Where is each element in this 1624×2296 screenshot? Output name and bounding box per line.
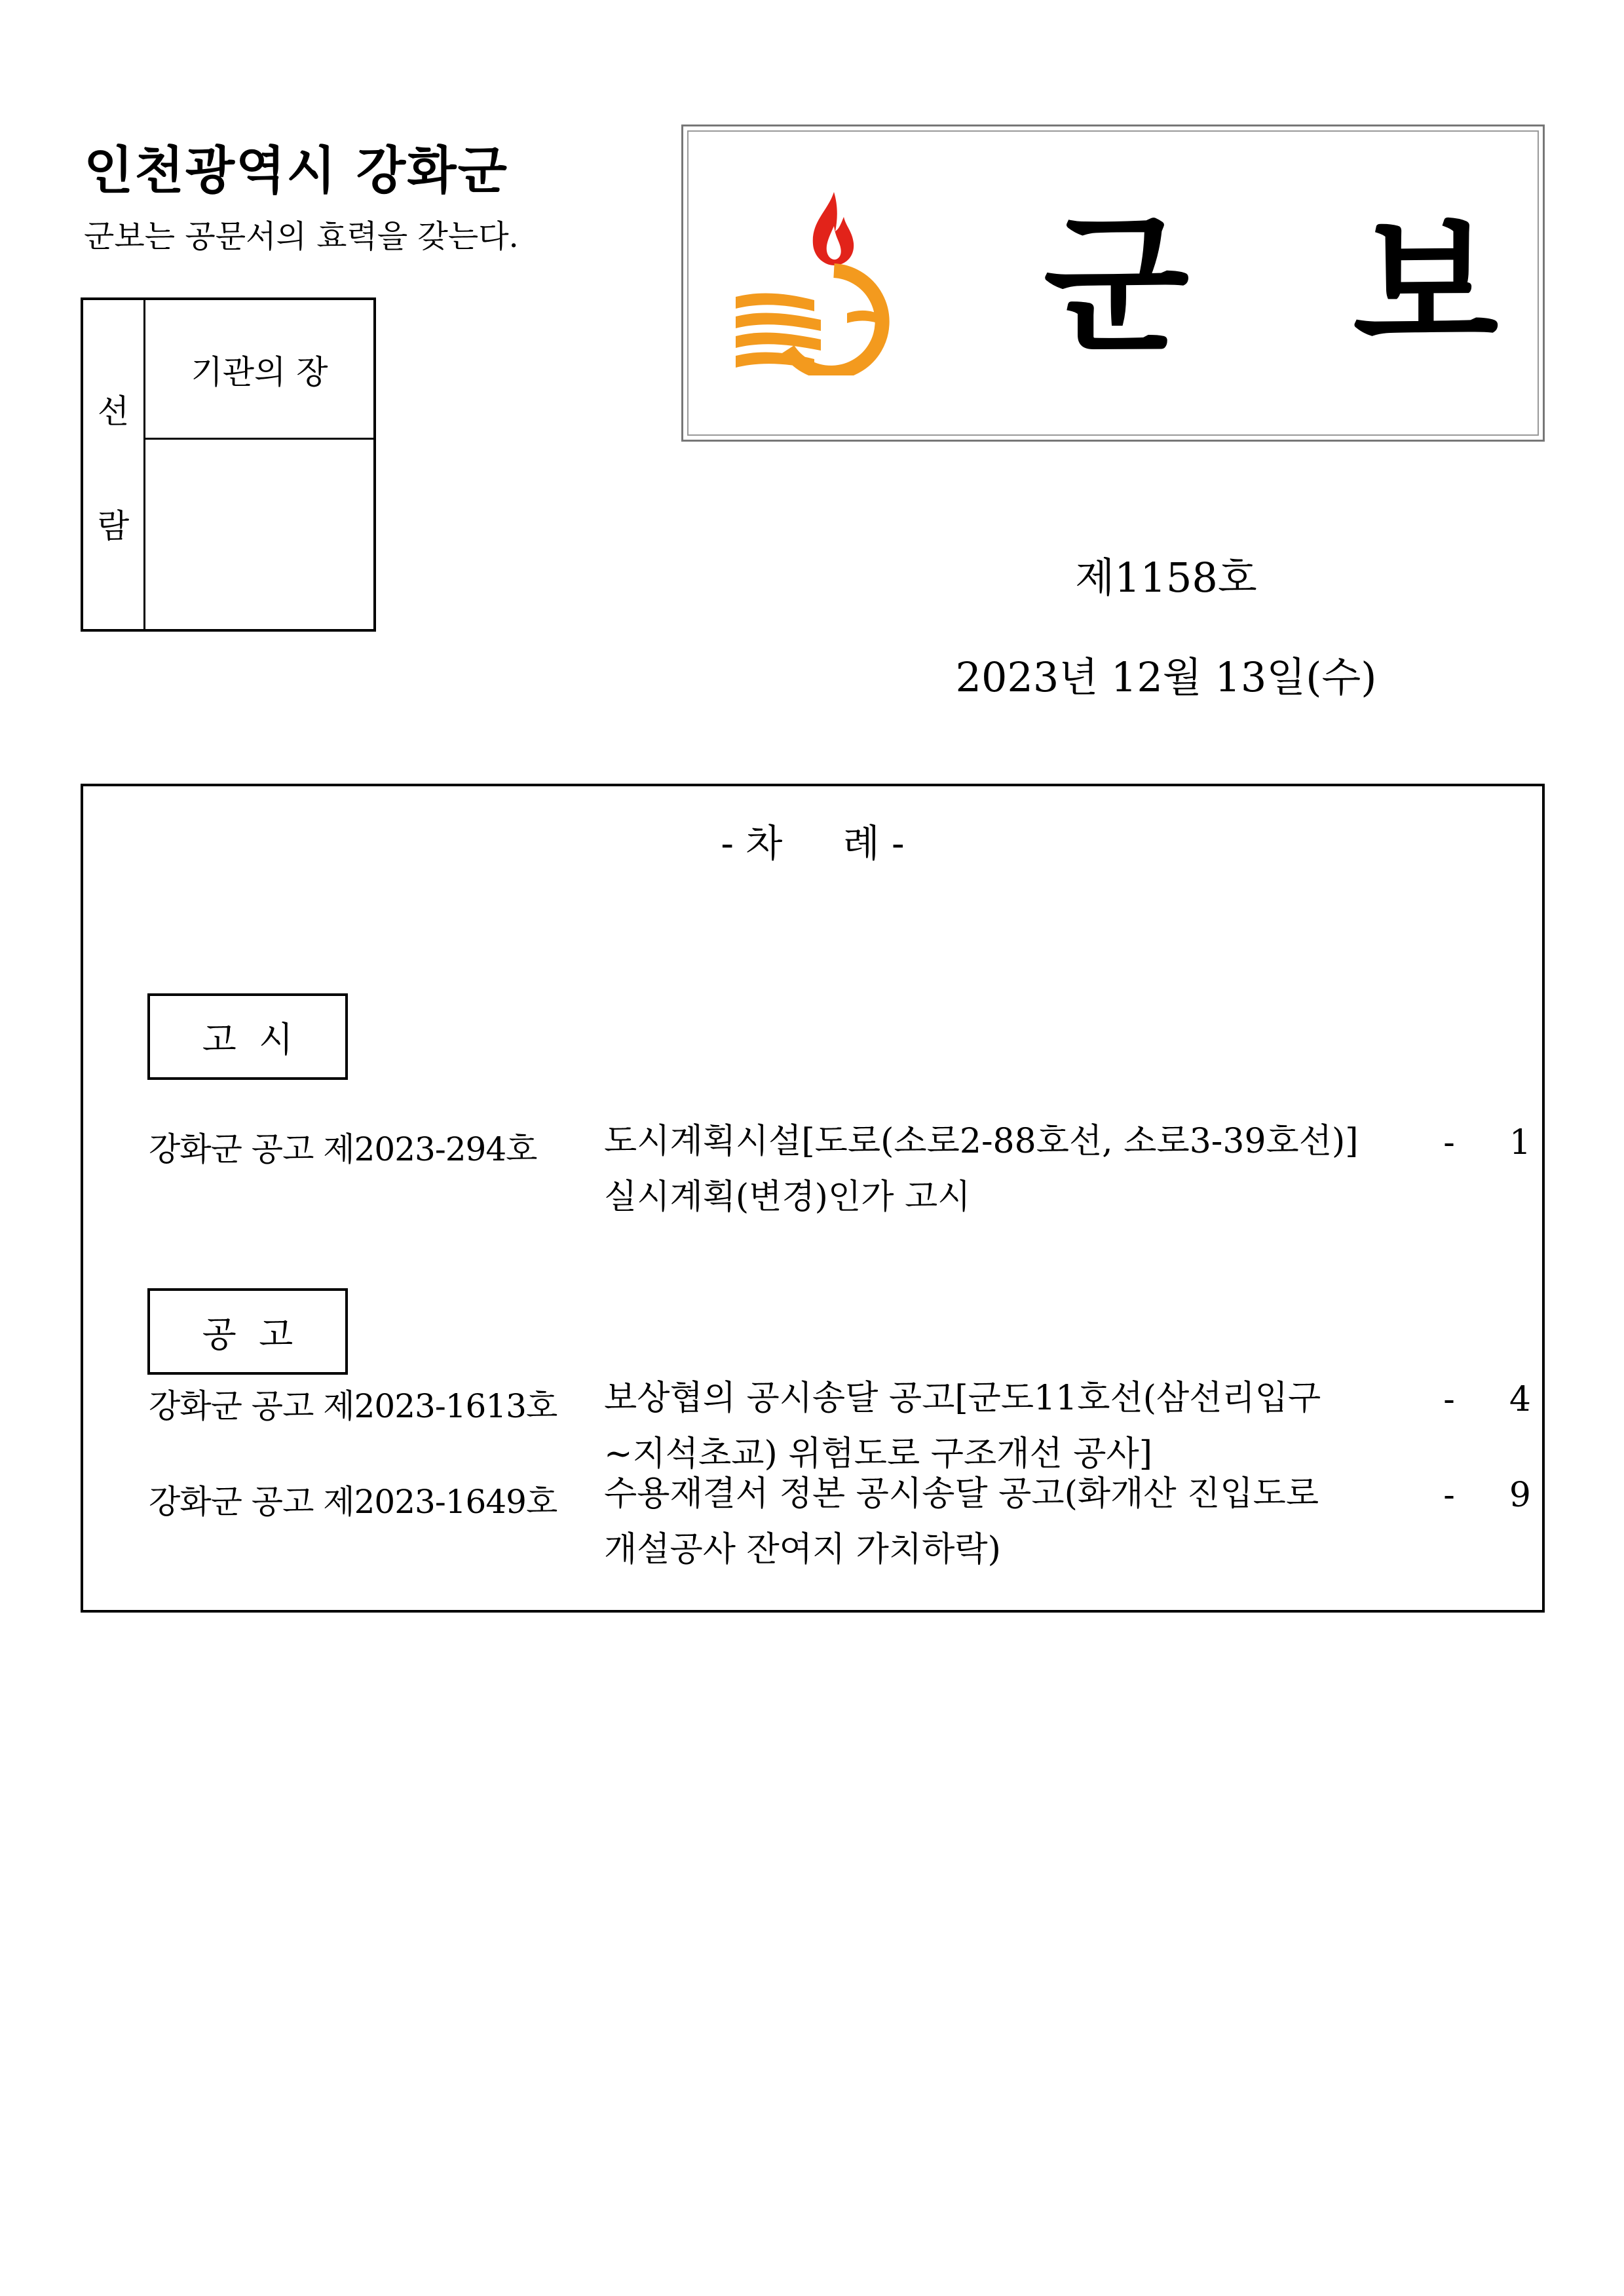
approval-head-label: 기관의 장 — [191, 353, 328, 391]
entry-title-line: 수용재결서 정본 공시송달 공고(화개산 진입도로 — [604, 1474, 1319, 1514]
toc-heading: - 차 례 - — [721, 821, 905, 866]
section-label-notification: 고 시 — [147, 993, 348, 1080]
approval-side-label: 람 — [97, 507, 130, 545]
masthead — [681, 124, 1545, 442]
entry-page-number: 4 — [1509, 1380, 1531, 1419]
entry-title-line: 개설공사 잔여지 가치하락) — [604, 1530, 1001, 1569]
entry-title-line: 실시계획(변경)인가 고시 — [604, 1177, 971, 1217]
entry-id[interactable]: 강화군 공고 제2023-294호 — [149, 1130, 537, 1168]
org-title: 인천광역시 강화군 — [84, 142, 508, 201]
entry-title-line: 보상협의 공시송달 공고[군도11호선(삼선리입구 — [604, 1379, 1321, 1418]
entry-title[interactable] — [604, 1114, 1462, 1225]
entry-id[interactable]: 강화군 공고 제2023-1613호 — [149, 1387, 557, 1425]
entry-title[interactable] — [604, 1466, 1462, 1578]
entry-dash: - — [1443, 1380, 1455, 1419]
entry-title[interactable] — [604, 1371, 1462, 1482]
entry-page-number: 9 — [1509, 1476, 1531, 1515]
subtitle: 군보는 공문서의 효력을 갖는다. — [84, 218, 519, 255]
entry-id[interactable]: 강화군 공고 제2023-1649호 — [149, 1483, 557, 1521]
table-of-contents — [81, 784, 1545, 1613]
section-label-announcement: 공 고 — [147, 1288, 348, 1375]
county-emblem-icon — [736, 185, 913, 375]
entry-page-number: 1 — [1509, 1123, 1531, 1162]
entry-title-line: ~지석초교) 위험도로 구조개선 공사] — [604, 1434, 1152, 1474]
entry-dash: - — [1443, 1123, 1455, 1162]
entry-dash: - — [1443, 1476, 1455, 1515]
approval-side-label: 선 — [97, 392, 130, 430]
approval-box — [81, 297, 376, 632]
issue-number: 제1158호 — [1075, 554, 1257, 602]
issue-date: 2023년 12월 13일(수) — [955, 653, 1377, 701]
approval-divider — [145, 438, 373, 440]
entry-title-line: 도시계획시설[도로(소로2-88호선, 소로3-39호선)] — [604, 1122, 1359, 1161]
masthead-title: 군 보 — [1044, 199, 1499, 374]
